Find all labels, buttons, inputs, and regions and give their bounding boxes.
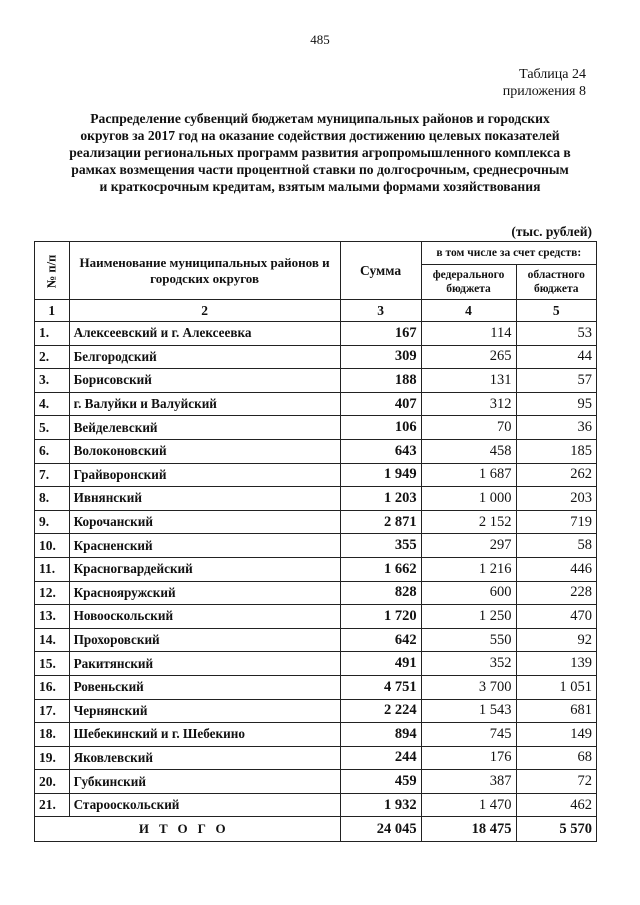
regional-value: 185 xyxy=(516,439,597,463)
federal-value: 1 250 xyxy=(421,605,516,629)
table-body xyxy=(35,300,597,817)
page-number: 485 xyxy=(310,32,330,47)
total-federal: 18 475 xyxy=(421,817,516,842)
sum-value: 1 932 xyxy=(340,793,421,817)
federal-value: 131 xyxy=(421,369,516,393)
subsidy-table xyxy=(34,241,597,842)
sum-value: 2 871 xyxy=(340,510,421,534)
regional-value: 681 xyxy=(516,699,597,723)
federal-value: 600 xyxy=(421,581,516,605)
table-row xyxy=(35,793,597,817)
district-name: Красногвардейский xyxy=(69,557,340,581)
row-number: 8. xyxy=(35,487,70,511)
federal-value: 550 xyxy=(421,628,516,652)
district-name: Корочанский xyxy=(69,510,340,534)
units-label: (тыс. рублей) xyxy=(511,224,592,239)
regional-value: 92 xyxy=(516,628,597,652)
district-name: Яковлевский xyxy=(69,746,340,770)
federal-value: 70 xyxy=(421,416,516,440)
table-row xyxy=(35,534,597,558)
table-row xyxy=(35,746,597,770)
table-reference xyxy=(503,66,586,100)
district-name: Борисовский xyxy=(69,369,340,393)
column-number: 4 xyxy=(421,300,516,322)
sum-value: 355 xyxy=(340,534,421,558)
row-number: 20. xyxy=(35,770,70,794)
regional-value: 58 xyxy=(516,534,597,558)
title-line-1: Распределение субвенций бюджетам муниципальных районов и городских xyxy=(90,111,550,126)
header-including: в том числе за счет средств: xyxy=(421,242,596,265)
regional-value: 72 xyxy=(516,770,597,794)
district-name: Волоконовский xyxy=(69,439,340,463)
total-label: ИТОГО xyxy=(35,817,341,842)
federal-value: 352 xyxy=(421,652,516,676)
column-number: 1 xyxy=(35,300,70,322)
table-row xyxy=(35,605,597,629)
row-number: 12. xyxy=(35,581,70,605)
district-name: Шебекинский и г. Шебекино xyxy=(69,723,340,747)
district-name: Ровеньский xyxy=(69,675,340,699)
table-row xyxy=(35,463,597,487)
sum-value: 828 xyxy=(340,581,421,605)
district-name: г. Валуйки и Валуйский xyxy=(69,392,340,416)
table-row xyxy=(35,628,597,652)
header-sum: Сумма xyxy=(340,242,421,300)
sum-value: 642 xyxy=(340,628,421,652)
regional-value: 446 xyxy=(516,557,597,581)
table-row xyxy=(35,416,597,440)
sum-value: 309 xyxy=(340,345,421,369)
regional-value: 228 xyxy=(516,581,597,605)
row-number: 2. xyxy=(35,345,70,369)
district-name: Новооскольский xyxy=(69,605,340,629)
district-name: Губкинский xyxy=(69,770,340,794)
regional-value: 36 xyxy=(516,416,597,440)
sum-value: 2 224 xyxy=(340,699,421,723)
district-name: Прохоровский xyxy=(69,628,340,652)
sum-value: 1 203 xyxy=(340,487,421,511)
federal-value: 1 216 xyxy=(421,557,516,581)
federal-value: 1 000 xyxy=(421,487,516,511)
row-number: 19. xyxy=(35,746,70,770)
row-number: 10. xyxy=(35,534,70,558)
regional-value: 57 xyxy=(516,369,597,393)
table-ref-line-1: Таблица 24 xyxy=(519,67,586,82)
total-row xyxy=(35,817,597,842)
regional-value: 149 xyxy=(516,723,597,747)
table-row xyxy=(35,510,597,534)
sum-value: 407 xyxy=(340,392,421,416)
federal-value: 2 152 xyxy=(421,510,516,534)
table-row xyxy=(35,322,597,346)
sum-value: 244 xyxy=(340,746,421,770)
sum-value: 491 xyxy=(340,652,421,676)
row-number: 21. xyxy=(35,793,70,817)
sum-value: 643 xyxy=(340,439,421,463)
regional-value: 53 xyxy=(516,322,597,346)
regional-value: 68 xyxy=(516,746,597,770)
district-name: Грайворонский xyxy=(69,463,340,487)
federal-value: 1 687 xyxy=(421,463,516,487)
header-name: Наименование муниципальных районов и городских округов xyxy=(69,242,340,300)
district-name: Краснояружский xyxy=(69,581,340,605)
table-row xyxy=(35,675,597,699)
sum-value: 4 751 xyxy=(340,675,421,699)
sum-value: 1 662 xyxy=(340,557,421,581)
title-line-5: и краткосрочным кредитам, взятым малыми формами хозяйствования xyxy=(99,179,541,194)
title-line-3: реализации региональных программ развития агропромышленного комплекса в xyxy=(69,145,571,160)
sum-value: 459 xyxy=(340,770,421,794)
federal-value: 114 xyxy=(421,322,516,346)
sum-value: 1 720 xyxy=(340,605,421,629)
federal-value: 176 xyxy=(421,746,516,770)
column-number: 5 xyxy=(516,300,597,322)
total-sum: 24 045 xyxy=(340,817,421,842)
column-number: 3 xyxy=(340,300,421,322)
federal-value: 3 700 xyxy=(421,675,516,699)
federal-value: 745 xyxy=(421,723,516,747)
table-ref-line-2: приложения 8 xyxy=(502,84,586,99)
district-name: Вейделевский xyxy=(69,416,340,440)
table-row xyxy=(35,699,597,723)
row-number: 13. xyxy=(35,605,70,629)
header-number xyxy=(35,242,70,300)
header-regional: областного бюджета xyxy=(516,265,597,300)
table-row xyxy=(35,581,597,605)
table-row xyxy=(35,652,597,676)
table-row xyxy=(35,723,597,747)
row-number: 16. xyxy=(35,675,70,699)
row-number: 5. xyxy=(35,416,70,440)
row-number: 17. xyxy=(35,699,70,723)
row-number: 15. xyxy=(35,652,70,676)
federal-value: 265 xyxy=(421,345,516,369)
district-name: Белгородский xyxy=(69,345,340,369)
sum-value: 1 949 xyxy=(340,463,421,487)
district-name: Ракитянский xyxy=(69,652,340,676)
row-number: 9. xyxy=(35,510,70,534)
district-name: Алексеевский и г. Алексеевка xyxy=(69,322,340,346)
row-number: 7. xyxy=(35,463,70,487)
table-row xyxy=(35,770,597,794)
federal-value: 387 xyxy=(421,770,516,794)
regional-value: 470 xyxy=(516,605,597,629)
regional-value: 462 xyxy=(516,793,597,817)
column-number-row xyxy=(35,300,597,322)
row-number: 1. xyxy=(35,322,70,346)
table-row xyxy=(35,369,597,393)
regional-value: 262 xyxy=(516,463,597,487)
row-number: 3. xyxy=(35,369,70,393)
sum-value: 188 xyxy=(340,369,421,393)
regional-value: 44 xyxy=(516,345,597,369)
title-line-4: рамках возмещения части процентной ставки по долгосрочным, среднесрочным xyxy=(71,162,569,177)
table-row xyxy=(35,557,597,581)
column-number: 2 xyxy=(69,300,340,322)
table-header xyxy=(35,242,597,300)
table-row xyxy=(35,439,597,463)
federal-value: 458 xyxy=(421,439,516,463)
regional-value: 139 xyxy=(516,652,597,676)
district-name: Старооскольский xyxy=(69,793,340,817)
federal-value: 1 470 xyxy=(421,793,516,817)
row-number: 4. xyxy=(35,392,70,416)
regional-value: 1 051 xyxy=(516,675,597,699)
federal-value: 312 xyxy=(421,392,516,416)
federal-value: 1 543 xyxy=(421,699,516,723)
row-number: 6. xyxy=(35,439,70,463)
district-name: Ивнянский xyxy=(69,487,340,511)
regional-value: 95 xyxy=(516,392,597,416)
regional-value: 203 xyxy=(516,487,597,511)
total-regional: 5 570 xyxy=(516,817,597,842)
sum-value: 106 xyxy=(340,416,421,440)
row-number: 14. xyxy=(35,628,70,652)
sum-value: 167 xyxy=(340,322,421,346)
table-row xyxy=(35,392,597,416)
regional-value: 719 xyxy=(516,510,597,534)
table-row xyxy=(35,487,597,511)
federal-value: 297 xyxy=(421,534,516,558)
district-name: Красненский xyxy=(69,534,340,558)
row-number: 18. xyxy=(35,723,70,747)
district-name: Чернянский xyxy=(69,699,340,723)
title-line-2: округов за 2017 год на оказание содействия достижению целевых показателей xyxy=(80,128,560,143)
header-number-label: № п/п xyxy=(44,254,59,288)
row-number: 11. xyxy=(35,557,70,581)
sum-value: 894 xyxy=(340,723,421,747)
table-row xyxy=(35,345,597,369)
document-title xyxy=(34,110,606,195)
header-federal: федерального бюджета xyxy=(421,265,516,300)
